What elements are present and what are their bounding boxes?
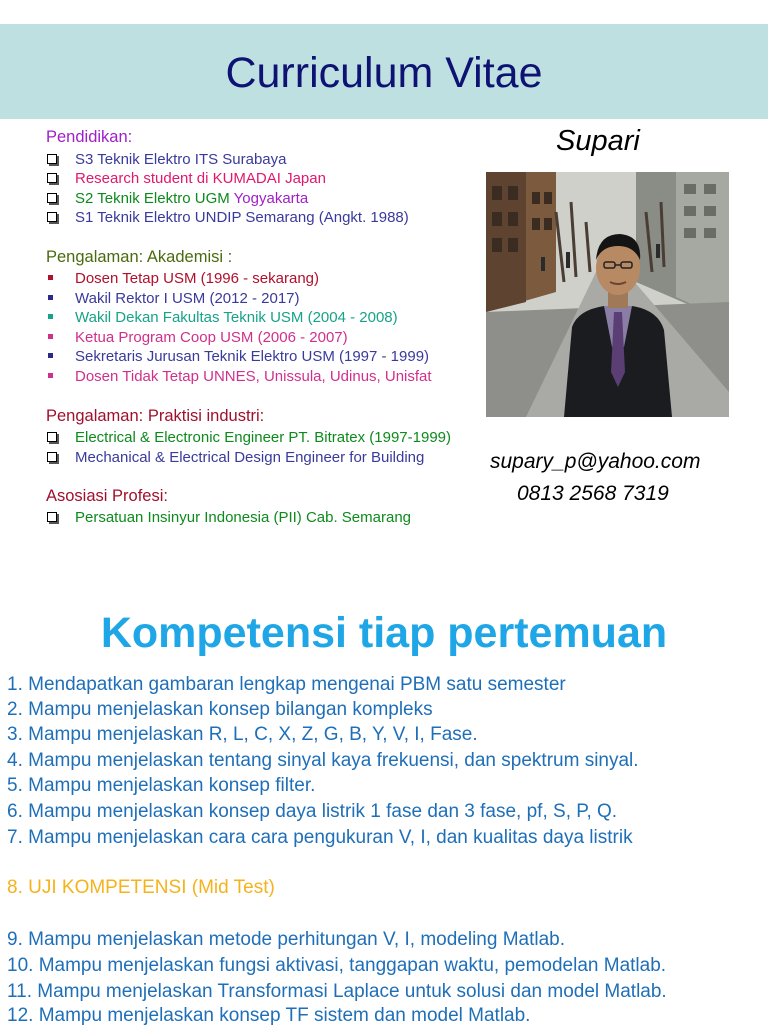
profile-name: Supari [556,125,640,157]
kompetensi-item-mid-test: 8. UJI KOMPETENSI (Mid Test) [7,877,275,898]
kompetensi-item: 4. Mampu menjelaskan tentang sinyal kaya frekuensi, dan spektrum sinyal. [7,750,639,771]
checkbox-bullet-icon [47,173,57,183]
kompetensi-item: 12. Mampu menjelaskan konsep TF sistem dan model Matlab. [7,1005,531,1026]
checkbox-bullet-icon [47,512,57,522]
square-bullet-icon [48,373,53,378]
square-bullet-icon [48,295,53,300]
section-heading-asosiasi: Asosiasi Profesi: [46,487,168,505]
kompetensi-item: 10. Mampu menjelaskan fungsi aktivasi, tanggapan waktu, pemodelan Matlab. [7,955,667,976]
list-item-text: Mechanical & Electrical Design Engineer for Building [75,449,425,466]
profile-photo-illustration [486,172,729,417]
list-item-text: Research student di KUMADAI Japan [75,170,326,187]
list-item-text: Persatuan Insinyur Indonesia (PII) Cab. Semarang [75,509,412,526]
list-item-text: S1 Teknik Elektro UNDIP Semarang (Angkt. 1988) [75,209,409,226]
list-item-text: Electrical & Electronic Engineer PT. Bitratex (1997-1999) [75,429,452,446]
square-bullet-icon [48,275,53,280]
section-heading-akademisi: Pengalaman: Akademisi : [46,248,233,266]
section-heading-pendidikan: Pendidikan: [46,128,133,146]
checkbox-bullet-icon [47,212,57,222]
checkbox-bullet-icon [47,452,57,462]
list-item-text: Dosen Tetap USM (1996 - sekarang) [75,270,320,287]
kompetensi-item: 2. Mampu menjelaskan konsep bilangan kompleks [7,699,433,720]
profile-email: supary_p@yahoo.com [490,450,701,473]
profile-photo [486,172,729,417]
square-bullet-icon [48,353,53,358]
checkbox-bullet-icon [47,193,57,203]
square-bullet-icon [48,334,53,339]
kompetensi-item: 3. Mampu menjelaskan R, L, C, X, Z, G, B, Y, V, I, Fase. [7,724,478,745]
checkbox-bullet-icon [47,154,57,164]
list-item-text: Wakil Dekan Fakultas Teknik USM (2004 - 2008) [75,309,398,326]
profile-phone: 0813 2568 7319 [517,482,669,505]
page-title: Curriculum Vitae [225,49,543,97]
checkbox-bullet-icon [47,432,57,442]
square-bullet-icon [48,314,53,319]
list-item-text: Ketua Program Coop USM (2006 - 2007) [75,329,348,346]
section-heading-industri: Pengalaman: Praktisi industri: [46,407,265,425]
list-item-text: Dosen Tidak Tetap UNNES, Unissula, Udinus, Unisfat [75,368,432,385]
kompetensi-item: 11. Mampu menjelaskan Transformasi Laplace untuk solusi dan model Matlab. [7,981,667,1002]
list-item-text: Sekretaris Jurusan Teknik Elektro USM (1997 - 1999) [75,348,430,365]
list-item-text: S2 Teknik Elektro UGM Yogyakarta [75,190,309,207]
list-item-text: Wakil Rektor I USM (2012 - 2017) [75,290,300,307]
kompetensi-item: 6. Mampu menjelaskan konsep daya listrik 1 fase dan 3 fase, pf, S, P, Q. [7,801,618,822]
list-item-text: S3 Teknik Elektro ITS Surabaya [75,151,287,168]
kompetensi-item: 7. Mampu menjelaskan cara cara pengukuran V, I, dan kualitas daya listrik [7,827,633,848]
kompetensi-item: 5. Mampu menjelaskan konsep filter. [7,775,316,796]
kompetensi-title: Kompetensi tiap pertemuan [100,609,668,657]
kompetensi-item: 1. Mendapatkan gambaran lengkap mengenai PBM satu semester [7,674,566,695]
kompetensi-item: 9. Mampu menjelaskan metode perhitungan V, I, modeling Matlab. [7,929,566,950]
